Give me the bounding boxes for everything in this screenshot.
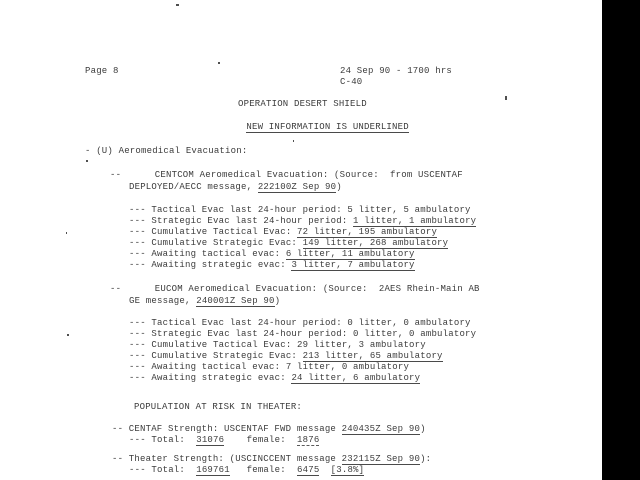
eucom-heading-line1: -- EUCOM Aeromedical Evacuation: (Source: 2AES Rhein-Main AB bbox=[110, 284, 480, 294]
text-segment: 72 litter, 195 ambulatory bbox=[297, 227, 438, 237]
theater-totals-line bbox=[129, 465, 364, 476]
text-segment: --- Cumulative Tactical Evac: 29 litter, 3 ambulatory bbox=[129, 340, 426, 350]
eucom-evac-line bbox=[129, 329, 476, 340]
text-segment: 240435Z Sep 90 bbox=[341, 424, 421, 434]
eucom-evac-line bbox=[129, 340, 426, 351]
scan-noise-dot bbox=[176, 4, 179, 6]
eucom-evac-line bbox=[129, 351, 443, 362]
text-segment: female: bbox=[229, 465, 298, 475]
text-segment: --- Total: bbox=[129, 465, 197, 475]
text-segment: female: bbox=[224, 435, 298, 445]
text-segment: 1876 bbox=[297, 435, 320, 445]
eucom-evac-line bbox=[129, 362, 409, 373]
text-segment: ) bbox=[336, 182, 342, 192]
text-segment: ) bbox=[274, 296, 281, 306]
text-segment: 169761 bbox=[196, 465, 230, 475]
eucom-heading-line2 bbox=[129, 296, 280, 307]
centcom-heading-line1: -- CENTCOM Aeromedical Evacuation: (Source: from USCENTAF bbox=[110, 170, 463, 180]
text-segment: 3 litter, 7 ambulatory bbox=[291, 260, 415, 270]
scan-noise-dot bbox=[67, 334, 69, 336]
text-segment: 149 litter, 268 ambulatory bbox=[302, 238, 449, 248]
document-subtitle bbox=[224, 111, 409, 144]
text-segment: --- Cumulative Strategic Evac: bbox=[129, 238, 303, 248]
centcom-evac-line bbox=[129, 260, 415, 271]
text-segment: 232115Z Sep 90 bbox=[341, 454, 421, 464]
centcom-evac-line bbox=[129, 216, 476, 227]
text-segment: GE message, bbox=[129, 296, 197, 306]
document-title: OPERATION DESERT SHIELD bbox=[238, 99, 367, 109]
centaf-totals-line bbox=[129, 435, 319, 446]
eucom-evac-line bbox=[129, 373, 420, 384]
text-segment: --- Strategic Evac last 24-hour period: 0 litter, 0 ambulatory bbox=[129, 329, 477, 339]
text-segment: --- Cumulative Strategic Evac: bbox=[129, 351, 303, 361]
page-number-label: Page 8 bbox=[85, 66, 119, 76]
text-segment: 6475 bbox=[297, 465, 320, 475]
centaf-strength-line bbox=[112, 424, 426, 435]
text-segment bbox=[319, 465, 330, 475]
section-reference: C-40 bbox=[340, 77, 363, 87]
text-segment: -- Theater Strength: (USCINCCENT message bbox=[112, 454, 342, 464]
text-segment: 213 litter, 65 ambulatory bbox=[302, 351, 443, 361]
text-segment: --- Tactical Evac last 24-hour period: 0 litter, 0 ambulatory bbox=[129, 318, 471, 328]
centcom-evac-line bbox=[129, 238, 448, 249]
scan-noise-dot bbox=[66, 232, 67, 234]
eucom-evac-line bbox=[129, 318, 471, 329]
text-segment: --- Awaiting strategic evac: bbox=[129, 373, 292, 383]
report-datetime: 24 Sep 90 - 1700 hrs bbox=[340, 66, 453, 76]
text-segment: --- Awaiting tactical evac: 7 litter, 0 ambulatory bbox=[129, 362, 410, 372]
section-intro: - (U) Aeromedical Evacuation: bbox=[85, 146, 248, 156]
theater-strength-line bbox=[112, 454, 431, 465]
text-segment: ): bbox=[420, 454, 432, 464]
text-segment: --- Awaiting strategic evac: bbox=[129, 260, 292, 270]
text-segment: [3.8%] bbox=[330, 465, 365, 475]
text-segment: 6 litter, 11 ambulatory bbox=[285, 249, 415, 259]
centcom-heading-line2 bbox=[129, 182, 342, 193]
scan-edge-black-strip bbox=[602, 0, 640, 480]
text-segment: --- Tactical Evac last 24-hour period: 5 litter, 5 ambulatory bbox=[129, 205, 471, 215]
text-segment: 24 litter, 6 ambulatory bbox=[291, 373, 421, 383]
scan-noise-dot bbox=[505, 96, 507, 100]
text-segment: ) bbox=[420, 424, 426, 434]
centcom-evac-line bbox=[129, 249, 415, 260]
text-segment: 31076 bbox=[196, 435, 225, 445]
text-segment: 240001Z Sep 90 bbox=[196, 296, 275, 306]
centcom-evac-line bbox=[129, 205, 471, 216]
document-subtitle-text: NEW INFORMATION IS UNDERLINED bbox=[246, 122, 409, 132]
text-segment: DEPLOYED/AECC message, bbox=[129, 182, 258, 192]
text-segment: --- Cumulative Tactical Evac: bbox=[129, 227, 298, 237]
text-segment: 222100Z Sep 90 bbox=[257, 182, 337, 192]
population-heading: POPULATION AT RISK IN THEATER: bbox=[134, 402, 303, 412]
centcom-evac-line bbox=[129, 227, 437, 238]
text-segment: --- Awaiting tactical evac: bbox=[129, 249, 286, 259]
text-segment: 1 litter, 1 ambulatory bbox=[353, 216, 477, 226]
scan-noise-dot bbox=[293, 140, 294, 142]
scan-noise-dot bbox=[218, 62, 220, 64]
text-segment: -- CENTAF Strength: USCENTAF FWD message bbox=[112, 424, 342, 434]
text-segment: --- Strategic Evac last 24-hour period: bbox=[129, 216, 354, 226]
scan-noise-dot bbox=[86, 160, 88, 162]
text-segment: --- Total: bbox=[129, 435, 197, 445]
